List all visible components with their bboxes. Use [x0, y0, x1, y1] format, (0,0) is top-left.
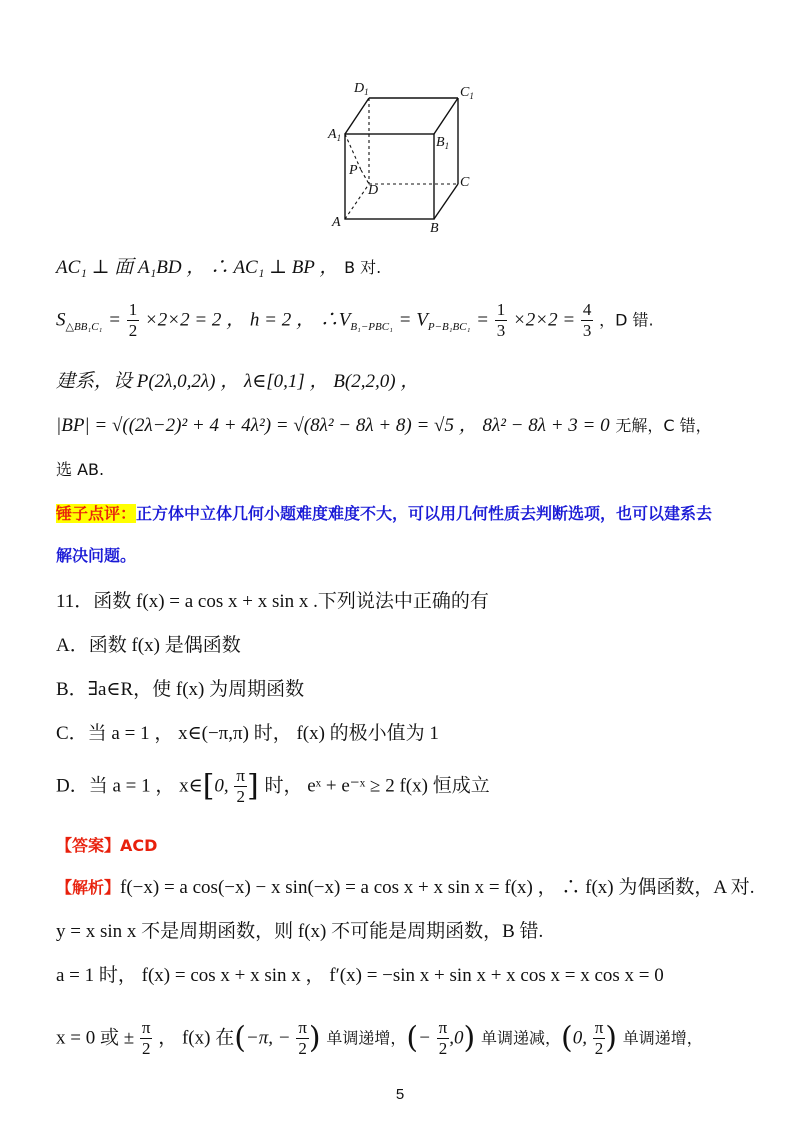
label-P: P: [349, 163, 358, 178]
analysis-line-1: 【解析】f(−x) = a cos(−x) − x sin(−x) = a cos x + x sin x = f(x) ， ∴ f(x) 为偶函数，A 对.: [56, 877, 755, 898]
option-d: D．当 a = 1 ， x∈[0, $\frac{\pi}{2}$ ] 时， eˣ + e⁻ˣ ≥ 2 f(x) 恒成立: [56, 766, 490, 806]
comment-line-2: 解决问题。: [56, 546, 137, 565]
solution-line-2: $S_{\triangle BB_1C_1}$ = $\frac{1}{2}$ ×2×2 = 2 ， h = 2 ， $\therefore V_{B_1-PBC_1} = V_{P-B_1BC_1}$ = $\frac{1}{3}$ ×2×2 = $\frac{4}{3}$ ，D 错.: [56, 300, 654, 340]
question-11: 11．函数 f(x) = a cos x + x sin x .下列说法中正确的有: [56, 591, 489, 612]
label-A1: $A_1$: [328, 127, 342, 143]
solution-line-1: AC₁ ⊥ 面 A₁BD ， ∴ AC₁ ⊥ BP ， B 对.: [56, 257, 382, 278]
option-c: C．当 a = 1 ， x∈(−π,π) 时， f(x) 的极小值为 1: [56, 723, 439, 744]
answer-label: 【答案】ACD: [56, 836, 158, 855]
label-D1: $D_1$: [354, 81, 369, 97]
solution-line-5: 选 AB.: [56, 460, 105, 479]
cube-figure: [320, 78, 490, 238]
label-C1: $C_1$: [460, 85, 474, 101]
comment-line-1: 锤子点评：正方体中立体几何小题难度难度不大，可以用几何性质去判断选项，也可以建系去: [56, 504, 713, 523]
label-C: C: [460, 175, 470, 190]
comment-label: 锤子点评：: [56, 504, 137, 523]
option-a: A．函数 f(x) 是偶函数: [56, 635, 241, 656]
analysis-label: 【解析】: [56, 878, 121, 897]
solution-line-3: 建系，设 P(2λ,0,2λ) ， λ∈[0,1] ， B(2,2,0) ，: [56, 371, 420, 392]
label-B: B: [430, 221, 439, 236]
analysis-line-4: x = 0 或 ± $\frac{\pi}{2}$ ， f(x) 在(−π, − $\frac{\pi}{2}$ ) 单调递增，(− $\frac{\pi}{2}$ ,0) 单调递减，(0, $\frac{\pi}{2}$ ) 单调递增，: [56, 1018, 703, 1058]
solution-line-4: |BP| = √((2λ−2)² + 4 + 4λ²) = √(8λ² − 8λ + 8) = √5 ， 8λ² − 8λ + 3 = 0 无解，C 错，: [56, 415, 712, 436]
label-D: D: [368, 183, 379, 198]
analysis-line-2: y = x sin x 不是周期函数，则 f(x) 不可能是周期函数，B 错.: [56, 921, 544, 942]
analysis-line-3: a = 1 时， f(x) = cos x + x sin x ， f′(x) = −sin x + sin x + x cos x = x cos x = 0: [56, 965, 664, 986]
option-b: B．∃a∈R，使 f(x) 为周期函数: [56, 679, 305, 700]
label-B1: $B_1$: [436, 135, 450, 151]
label-A: A: [332, 215, 341, 230]
page-number: 5: [395, 1086, 405, 1103]
